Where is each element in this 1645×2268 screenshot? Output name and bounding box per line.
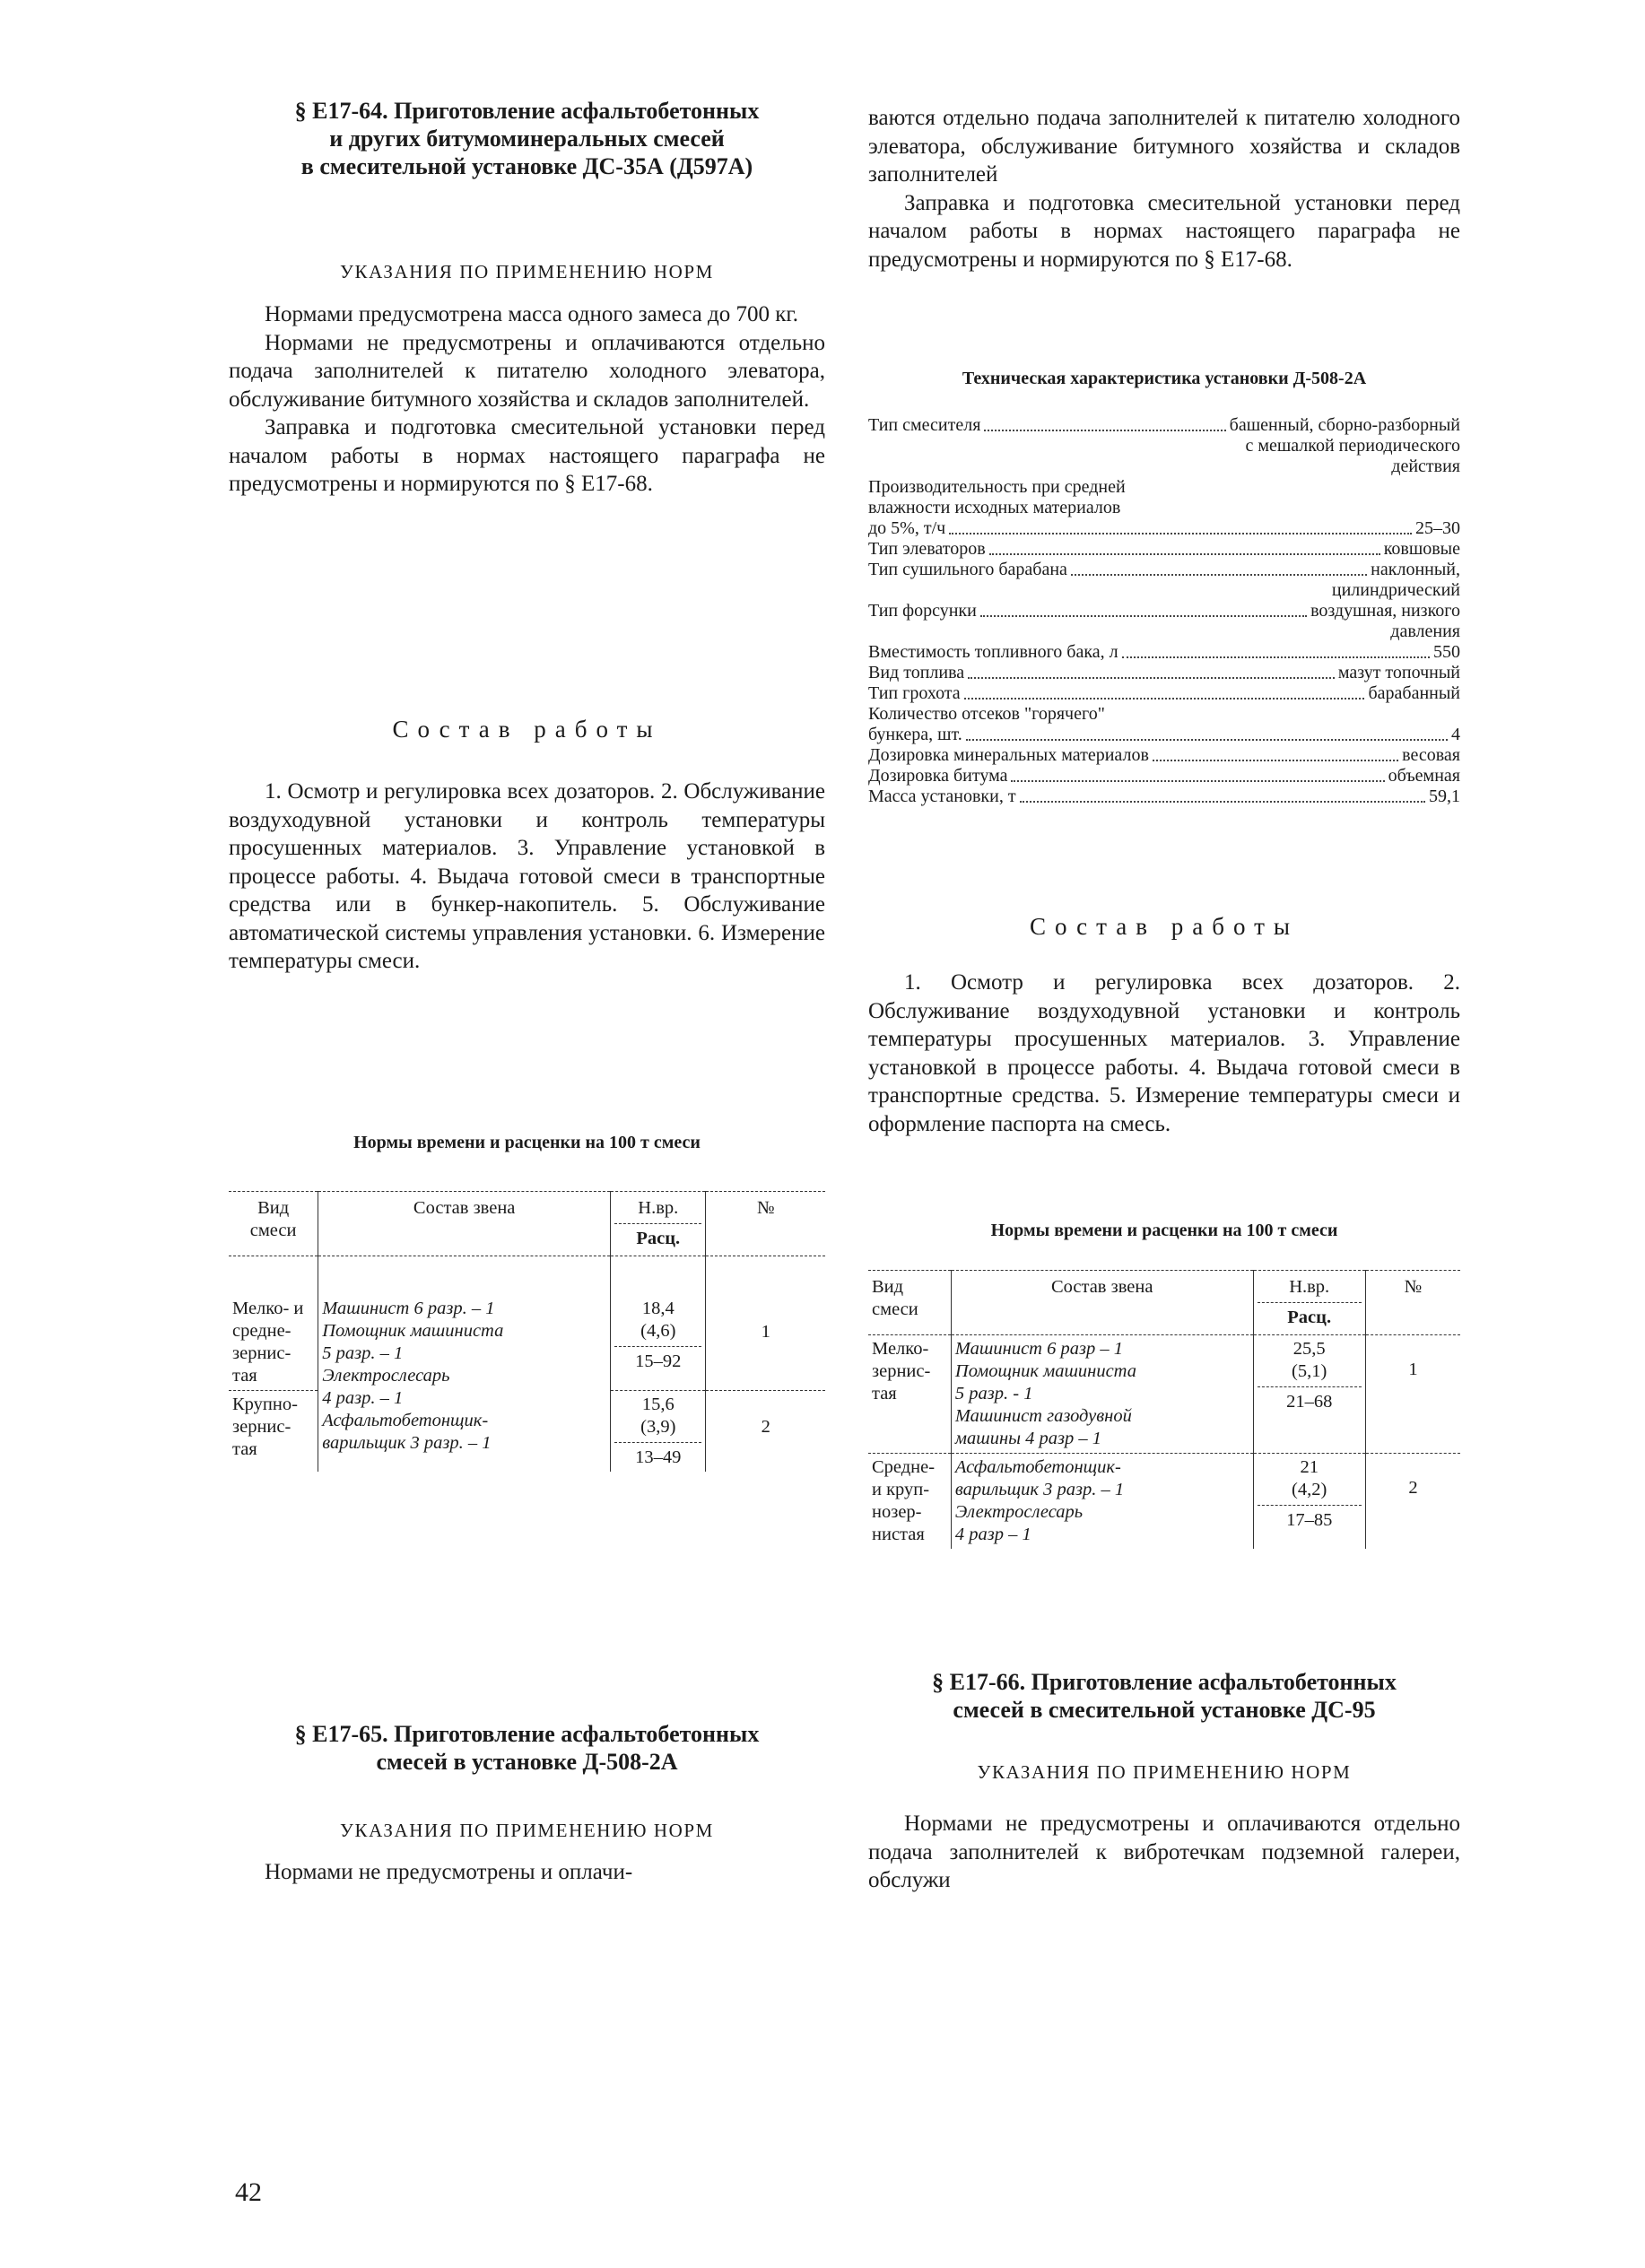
cell-vid: Мелко- зернис- тая: [872, 1339, 931, 1403]
header-rasc: Расц.: [1258, 1302, 1362, 1329]
spec-leader-dots: [980, 615, 1307, 617]
sostav-line: машины 4 разр – 1: [954, 1429, 1101, 1448]
header-sostav: Состав звена: [951, 1271, 1253, 1335]
spec-row: [868, 745, 1460, 766]
section-e17-66-text: [868, 1810, 1460, 1895]
section-e17-64-norms-table: [229, 1191, 825, 1472]
cell-num: 2: [1365, 1454, 1460, 1550]
sostav-line: 4 разр – 1: [954, 1525, 1031, 1544]
sostav-line: варильщик 3 разр. – 1: [954, 1480, 1125, 1499]
sostav-line: 5 разр. – 1: [322, 1343, 404, 1363]
spec-title: Техническая характеристика установки Д-508-2А: [962, 369, 1367, 388]
spec-leader-dots: [968, 677, 1335, 679]
rasc-value: 17–85: [1258, 1505, 1362, 1532]
section-e17-65-text: [229, 1858, 825, 1887]
table-header-row: [229, 1192, 825, 1256]
cell-nvr: [1253, 1335, 1365, 1454]
rasc-value: 13–49: [614, 1442, 701, 1469]
spec-value: наклонный,: [1371, 560, 1460, 579]
paragraph: Заправка и подготовка смесительной установки перед началом работы в нормах настоящего параграфа не предусмотрены и нормируются по § Е17-68.: [868, 190, 1460, 272]
cell-vid: Средне- и круп- нозер- нистая: [868, 1454, 951, 1550]
spec-label: Тип форсунки: [868, 601, 977, 621]
section-e17-65-continued: [868, 104, 1460, 274]
paragraph: ваются отдельно подача заполнителей к питателю холодного элеватора, обслуживание битумного хозяйства и складов заполнителей: [868, 106, 1460, 187]
spec-leader-dots: [1122, 656, 1430, 658]
sostav-line: Помощник машиниста: [322, 1321, 504, 1341]
header-num: №: [1365, 1271, 1460, 1335]
section-e17-65-sostav-title: Состав работы: [1029, 913, 1300, 940]
spec-value: башенный, сборно-разборный: [1229, 415, 1460, 435]
nvr-paren: (4,6): [640, 1321, 676, 1341]
nvr-value: 18,4: [641, 1299, 675, 1318]
spec-row: [868, 683, 1460, 704]
cell-vid: Мелко- и средне- зернис- тая: [232, 1299, 304, 1386]
title-line: § Е17-64. Приготовление асфальтобетонных: [294, 98, 760, 124]
sostav-line: Машинист 6 разр. – 1: [322, 1299, 495, 1318]
spec-label: Дозировка битума: [868, 766, 1008, 786]
spec-value: объемная: [1388, 766, 1460, 786]
header-vid: Вид смеси: [868, 1271, 951, 1335]
cell-sostav: [318, 1256, 611, 1473]
cell-nvr: [1253, 1454, 1365, 1550]
spec-value-continuation: действия: [1391, 456, 1460, 476]
section-e17-64-sostav-title: Состав работы: [392, 716, 662, 743]
header-nvr-rasc: [1253, 1271, 1365, 1335]
cell-sostav: [951, 1454, 1253, 1550]
spec-value: 550: [1433, 642, 1460, 662]
spec-label: Тип элеваторов: [868, 539, 986, 559]
section-e17-65-sostav-text: [868, 969, 1460, 1138]
spec-label: Производительность при средней: [868, 477, 1126, 497]
table-row: [229, 1256, 825, 1391]
sostav-line: Электрослесарь: [954, 1502, 1084, 1522]
header-nvr-rasc: [611, 1192, 706, 1256]
header-num: №: [706, 1192, 825, 1256]
cell-vid: Крупно- зернис- тая: [229, 1391, 318, 1473]
section-e17-64-table-caption: Нормы времени и расценки на 100 т смеси: [353, 1133, 701, 1152]
title-line: и других битумоминеральных смесей: [329, 126, 725, 152]
spec-leader-dots: [966, 739, 1448, 741]
spec-label: бункера, шт.: [868, 725, 962, 744]
nvr-paren: (3,9): [640, 1417, 676, 1437]
spec-row: [868, 539, 1460, 560]
spec-label: Тип смесителя: [868, 415, 981, 435]
spec-leader-dots: [989, 553, 1380, 555]
spec-label: Тип грохота: [868, 683, 961, 703]
nvr-value: 25,5: [1292, 1339, 1326, 1359]
spec-value-continuation: цилиндрический: [1331, 580, 1460, 600]
spec-value: ковшовые: [1383, 539, 1460, 559]
spec-value: весовая: [1402, 745, 1460, 765]
spec-row: [868, 601, 1460, 621]
spec-leader-dots: [964, 698, 1365, 700]
header-vid: Вид смеси: [229, 1192, 318, 1256]
page-number: 42: [235, 2177, 262, 2207]
sostav-line: Машинист газодувной: [954, 1406, 1132, 1426]
spec-leader-dots: [1020, 801, 1425, 803]
table-row: [868, 1454, 1460, 1550]
rasc-value: 21–68: [1258, 1386, 1362, 1413]
nvr-paren: (5,1): [1292, 1361, 1327, 1381]
spec-row: [868, 725, 1460, 745]
header-nvr: Н.вр.: [1289, 1277, 1330, 1297]
paragraph: Нормами не предусмотрены и оплачиваются отдельно подача заполнителей к вибротечкам подземной галереи, обслужи: [868, 1812, 1460, 1892]
nvr-paren: (4,2): [1292, 1480, 1327, 1499]
cell-sostav: [951, 1335, 1253, 1454]
spec-leader-dots: [949, 533, 1412, 534]
section-e17-65-subtitle: УКАЗАНИЯ ПО ПРИМЕНЕНИЮ НОРМ: [340, 1820, 714, 1841]
table-header-row: [868, 1271, 1460, 1335]
section-e17-66-subtitle: УКАЗАНИЯ ПО ПРИМЕНЕНИЮ НОРМ: [977, 1761, 1352, 1783]
spec-row: [868, 642, 1460, 663]
paragraph: Нормами не предусмотрены и оплачиваются отдельно подача заполнителей к питателю холодного элеватора, обслуживание битумного хозяйства и складов заполнителей.: [229, 330, 825, 412]
spec-leader-dots: [1071, 574, 1367, 576]
title-line: § Е17-66. Приготовление асфальтобетонных: [932, 1669, 1397, 1695]
spec-label: Количество отсеков "горячего": [868, 704, 1105, 724]
title-line: в смесительной установке ДС-35А (Д597А): [300, 153, 753, 179]
spec-label: Масса установки, т: [868, 786, 1016, 806]
paragraph: Заправка и подготовка смесительной установки перед началом работы в нормах настоящего параграфа не предусмотрены и нормируются по § Е17-68.: [229, 415, 825, 496]
cell-num: 2: [706, 1391, 825, 1473]
nvr-value: 21: [1300, 1457, 1319, 1477]
spec-leader-dots: [1153, 760, 1398, 761]
paragraph: Нормами предусмотрена масса одного замеса до 700 кг.: [265, 302, 799, 326]
spec-value-continuation: давления: [1390, 621, 1460, 641]
spec-label: Дозировка минеральных материалов: [868, 745, 1149, 765]
norms-table: [868, 1270, 1460, 1549]
spec-row: [868, 663, 1460, 683]
sostav-line: Асфальтобетонщик-: [954, 1457, 1121, 1477]
spec-label: влажности исходных материалов: [868, 498, 1121, 517]
spec-value-continuation: с мешалкой периодического: [1245, 436, 1460, 456]
spec-value: 59,1: [1429, 786, 1460, 806]
spec-row: [868, 518, 1460, 539]
rasc-value: 15–92: [614, 1346, 701, 1373]
section-e17-64-title: [229, 97, 825, 180]
nvr-value: 15,6: [641, 1395, 675, 1414]
spec-row: [868, 560, 1460, 580]
spec-list: [868, 415, 1460, 807]
spec-label: Тип сушильного барабана: [868, 560, 1067, 579]
section-e17-64-instructions: [229, 300, 825, 499]
sostav-line: Электрослесарь: [322, 1366, 450, 1386]
spec-value: барабанный: [1368, 683, 1460, 703]
sostav-line: 4 разр. – 1: [322, 1388, 404, 1408]
spec-row: [868, 477, 1460, 498]
norms-table: [229, 1191, 825, 1472]
cell-num: 1: [1365, 1335, 1460, 1454]
title-line: смесей в установке Д-508-2А: [376, 1749, 678, 1775]
section-e17-64-subtitle: УКАЗАНИЯ ПО ПРИМЕНЕНИЮ НОРМ: [340, 261, 714, 282]
spec-row: [868, 415, 1460, 436]
cell-nvr: [611, 1256, 706, 1391]
spec-label: до 5%, т/ч: [868, 518, 946, 538]
spec-value: 4: [1451, 725, 1460, 744]
cell-num: 1: [706, 1256, 825, 1391]
spec-row: [868, 498, 1460, 518]
title-line: § Е17-65. Приготовление асфальтобетонных: [294, 1721, 760, 1747]
spec-value: мазут топочный: [1337, 663, 1460, 682]
spec-value: 25–30: [1415, 518, 1460, 538]
table-row: [868, 1335, 1460, 1454]
spec-leader-dots: [984, 430, 1225, 431]
spec-label: Вид топлива: [868, 663, 965, 682]
section-e17-65-title: [229, 1720, 825, 1776]
cell-nvr: [611, 1391, 706, 1473]
sostav-line: 5 разр. - 1: [954, 1384, 1033, 1403]
paragraph: 1. Осмотр и регулировка всех дозаторов. 2. Обслуживание воздуходувной установки и контроль температуры просушенных материалов. 3. Управление установкой в процессе работы. 4. Выдача готовой смеси в транспортные средства или в бункер-накопитель. 5. Обслуживание автоматической системы управления установки. 6. Измерение температуры смеси.: [229, 779, 825, 973]
header-nvr: Н.вр.: [638, 1198, 679, 1218]
sostav-line: варильщик 3 разр. – 1: [322, 1433, 492, 1453]
sostav-line: Асфальтобетонщик-: [322, 1411, 489, 1430]
section-e17-65-norms-table: [868, 1270, 1460, 1549]
spec-row: [868, 786, 1460, 807]
header-sostav: Состав звена: [318, 1192, 611, 1256]
section-e17-64-sostav-text: [229, 778, 825, 976]
sostav-line: Помощник машиниста: [954, 1361, 1136, 1381]
section-e17-65-table-caption: Нормы времени и расценки на 100 т смеси: [990, 1221, 1338, 1240]
title-line: смесей в смесительной установке ДС-95: [953, 1697, 1376, 1723]
spec-value: воздушная, низкого: [1310, 601, 1460, 621]
sostav-line: Машинист 6 разр – 1: [954, 1339, 1123, 1359]
paragraph: 1. Осмотр и регулировка всех дозаторов. 2. Обслуживание воздуходувной установки и контроль температуры просушенных материалов. 3. Управление установкой в процессе работы. 4. Выдача готовой смеси в транспортные средства. 5. Измерение температуры смеси и оформление паспорта на смесь.: [868, 970, 1460, 1136]
spec-label: Вместимость топливного бака, л: [868, 642, 1118, 662]
spec-leader-dots: [1011, 780, 1384, 782]
paragraph: Нормами не предусмотрены и оплачи-: [265, 1860, 633, 1884]
header-rasc: Расц.: [614, 1223, 701, 1250]
spec-row: [868, 704, 1460, 725]
section-e17-66-title: [868, 1668, 1460, 1724]
spec-row: [868, 766, 1460, 786]
